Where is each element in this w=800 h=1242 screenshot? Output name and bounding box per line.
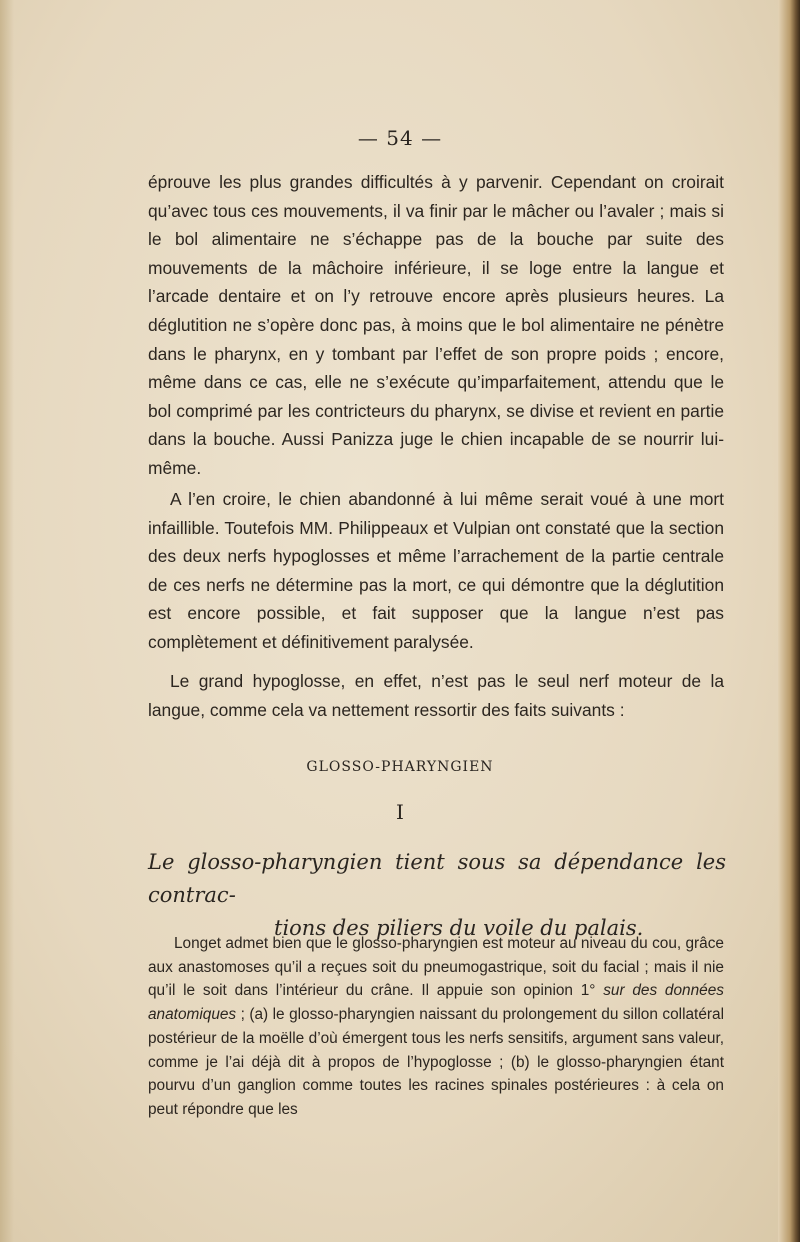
- page-number: — 54 —: [357, 126, 443, 150]
- section-title: GLOSSO-PHARYNGIEN: [306, 759, 494, 775]
- small-paragraph-text: [148, 932, 724, 1122]
- paragraph-1-text: éprouve les plus grandes difficultés à y parvenir. Cependant on croirait qu’avec tous ces mouvements, il va finir par le mâcher ou l’avaler ; mais si le bol alimentaire ne s’échappe pas de la bouche par suite des mouvements de la mâchoire inférieure, il se loge entre la langue et l’arcade dentaire et on l’y retrouve encore après plusieurs heures. La déglutition ne s’opère donc pas, à moins que le bol alimentaire ne pénètre dans le pharynx, en y tombant par l’effet de son propre poids ; encore, même dans ce cas, elle ne s’exécute qu’imparfaitement, attendu que le bol comprimé par les contricteurs du pharynx, se divise et revient en partie dans la bouche. Aussi Panizza juge le chien incapable de se nourrir lui-même.: [148, 172, 724, 478]
- section-heading-line-2: tions des piliers du voile du palais.: [274, 916, 644, 940]
- section-heading: [148, 846, 726, 945]
- page-edge-shadow: [778, 0, 800, 1242]
- small-paragraph: [148, 932, 724, 1122]
- section-number: I: [396, 800, 404, 824]
- paragraph-2: [148, 485, 724, 657]
- paragraph-1: [148, 168, 724, 483]
- paragraph-2-text: A l’en croire, le chien abandonné à lui même serait voué à une mort infaillible. Toutefois MM. Philippeaux et Vulpian ont constaté que la section des deux nerfs hypoglosses et même l’arrachement de la partie centrale de ces nerfs ne détermine pas la mort, ce qui démontre que la déglutition est encore possible, et fait supposer que la langue n’est pas complètement et définitivement paralysée.: [148, 489, 724, 652]
- small-paragraph-part-2: ; (a) le glosso-pharyngien naissant du prolongement du sillon collatéral postérieur de la moëlle d’où émergent tous les nerfs sensitifs, argument sans valeur, comme je l’ai déjà dit à propos de l’hypoglosse ; (b) le glosso-pharyngien étant pourvu d’un ganglion comme toutes les racines spinales postérieures : à cela on peut répondre que les: [148, 1006, 724, 1118]
- paragraph-3: [148, 667, 724, 724]
- paragraph-3-text: Le grand hypoglosse, en effet, n’est pas le seul nerf moteur de la langue, comme cela va nettement ressortir des faits suivants :: [148, 671, 724, 720]
- small-paragraph-italic: sur des données anatomiques: [148, 982, 724, 1024]
- spine-shadow: [0, 0, 14, 1242]
- section-heading-line-1: Le glosso-pharyngien tient sous sa dépendance les contrac-: [148, 850, 726, 907]
- small-paragraph-part-1: Longet admet bien que le glosso-pharyngien est moteur au niveau du cou, grâce aux anastomoses qu’il a reçues soit du pneumogastrique, soit du facial ; mais il nie qu’il le soit dans l’intérieur du crâne. Il appuie son opinion 1°: [148, 935, 724, 1000]
